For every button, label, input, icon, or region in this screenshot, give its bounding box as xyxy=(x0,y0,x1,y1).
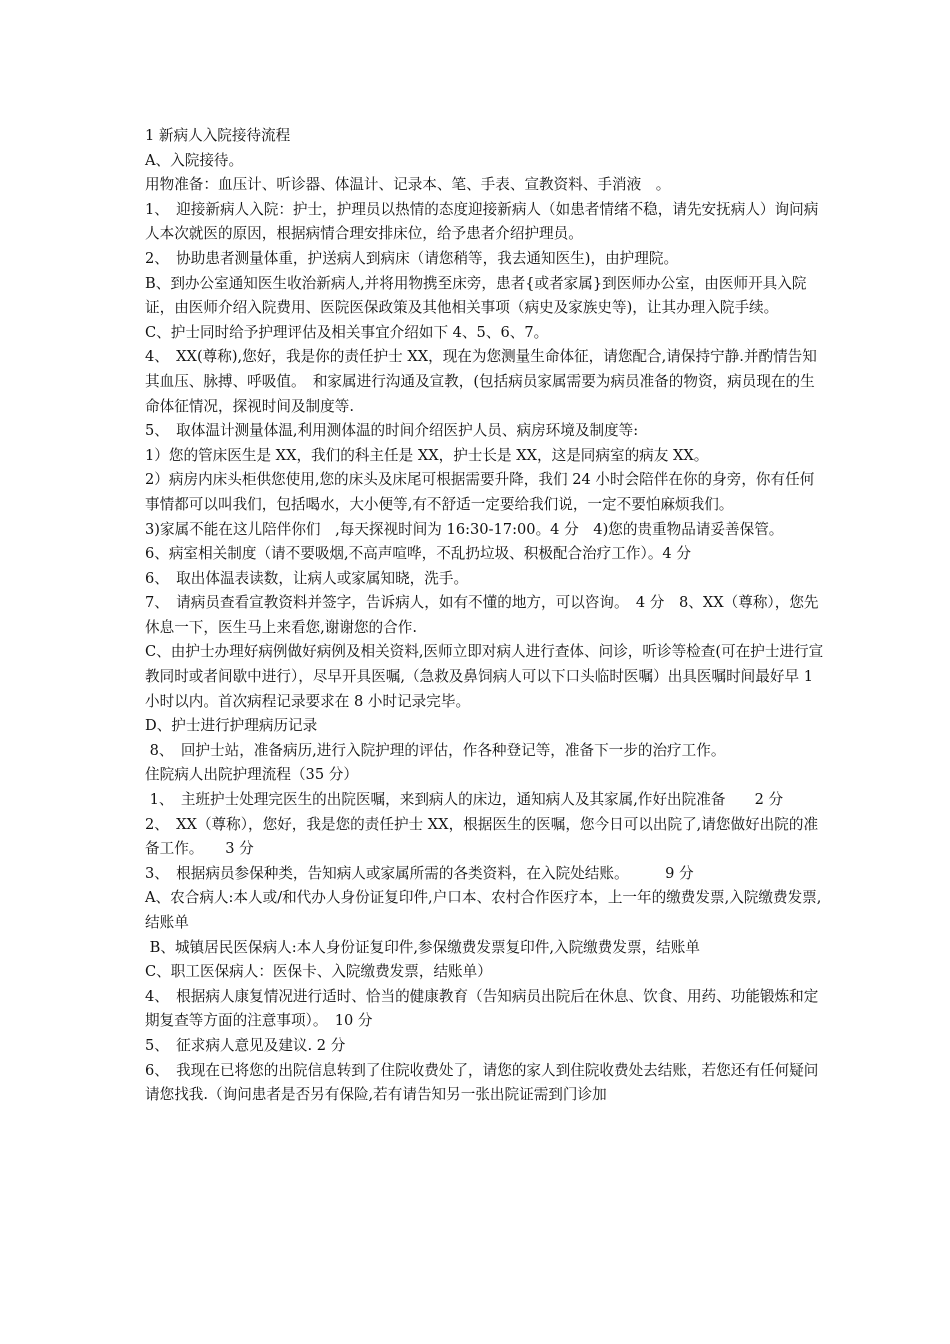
discharge-item-c: C、职工医保病人：医保卡、入院缴费发票，结账单） xyxy=(145,963,492,981)
discharge-step-4: 4、 根据病人康复情况进行适时、恰当的健康教育（告知病员出院后在休息、饮食、用药、功能锻炼和定期复查等方面的注意事项）。 10 分 xyxy=(145,987,819,1030)
supplies-line: 用物准备：血压计、听诊器、体温计、记录本、笔、手表、宣教资料、手消液 。 xyxy=(145,176,671,194)
discharge-step-3: 3、 根据病员参保种类，告知病人或家属所需的各类资料，在入院处结账。 9 分 xyxy=(145,864,694,882)
step-5-temperature: 5、 取体温计测量体温,利用测体温的时间介绍医护人员、病房环境及制度等: xyxy=(145,422,639,440)
section-a-reception: A、入院接待。 xyxy=(145,151,244,169)
discharge-step-6: 6、 我现在已将您的出院信息转到了住院收费处了，请您的家人到住院收费处去结账，若您还有任何疑问请您找我.（询问患者是否另有保险,若有请告知另一张出院证需到门诊加 xyxy=(145,1061,819,1104)
document-body xyxy=(145,124,825,1108)
heading-admission-process: 1 新病人入院接待流程 xyxy=(145,127,291,144)
section-c-assessment: C、护士同时给予护理评估及相关事宜介绍如下 4、5、6、7。 xyxy=(145,323,549,341)
step-7-education: 7、 请病员查看宣教资料并签字，告诉病人，如有不懂的地方，可以咨询。 4 分 8、XX（尊称），您先休息一下，医生马上来看您,谢谢您的合作. xyxy=(145,594,819,636)
step-4-vitals: 4、 XX(尊称),您好，我是你的责任护士 XX，现在为您测量生命体征，请您配合,请保持宁静.并酌情告知其血压、脉搏、呼吸值。 和家属进行沟通及宣教，(包括病员家属需要为病员准备的物资，病员现在的生命体征情况，探视时间及制度等. xyxy=(145,348,817,415)
discharge-step-5: 5、 征求病人意见及建议. 2 分 xyxy=(145,1036,346,1054)
section-d-nursing-record: D、护士进行护理病历记录 xyxy=(145,717,318,735)
section-b-notify-doctor: B、到办公室通知医生收治新病人,并将用物携至床旁，患者{或者家属}到医师办公室，由医师开具入院证，由医师介绍入院费用、医院医保政策及其他相关事项（病史及家族史等)，让其办理入院手续。 xyxy=(145,274,807,317)
item-2-ward-intro: 2）病房内床头柜供您使用,您的床头及床尾可根据需要升降，我们 24 小时会陪伴在你的身旁，你有任何事情都可以叫我们，包括喝水，大小便等,有不舒适一定要给我们说，一定不要怕麻烦我们。 xyxy=(145,471,815,513)
heading-discharge-process: 住院病人出院护理流程（35 分） xyxy=(145,766,358,784)
step-1-welcome: 1、 迎接新病人入院：护士，护理员以热情的态度迎接新病人（如患者情绪不稳，请先安抚病人）询问病人本次就医的原因，根据病情合理安排床位，给予患者介绍护理员。 xyxy=(145,200,819,243)
step-6-ward-rules: 6、病室相关制度（请不要吸烟,不高声喧哗，不乱扔垃圾、积极配合治疗工作）。4 分 xyxy=(145,545,691,563)
step-2-weigh: 2、 协助患者测量体重，护送病人到病床（请您稍等，我去通知医生)，由护理院。 xyxy=(145,249,679,267)
item-3-visiting: 3)家属不能在这儿陪伴你们 ,每天探视时间为 16:30-17:00。4 分 4)您的贵重物品请妥善保管。 xyxy=(145,520,784,538)
discharge-step-2: 2、 XX（尊称），您好，我是您的责任护士 XX，根据医生的医嘱，您今日可以出院了,请您做好出院的准备工作。 3 分 xyxy=(145,815,819,858)
discharge-item-b: B、城镇居民医保病人:本人身份证复印件,参保缴费发票复印件,入院缴费发票，结账单 xyxy=(145,938,700,956)
discharge-step-1: 1、 主班护士处理完医生的出院医嘱，来到病人的床边，通知病人及其家属,作好出院准备 2 分 xyxy=(145,791,784,809)
step-6-thermometer-read: 6、 取出体温表读数，让病人或家属知晓，洗手。 xyxy=(145,569,469,587)
step-8-nurse-station: 8、 回护士站，准备病历,进行入院护理的评估，作各种登记等，准备下一步的治疗工作。 xyxy=(145,741,726,759)
discharge-item-a: A、农合病人:本人或/和代办人身份证复印件,户口本、农村合作医疗本，上一年的缴费发票,入院缴费发票,结账单 xyxy=(145,889,822,931)
section-c-records: C、由护士办理好病例做好病例及相关资料,医师立即对病人进行查体、问诊，听诊等检查(可在护士进行宣教同时或者间歇中进行），尽早开具医嘱,（急救及鼻饲病人可以下口头临时医嘱）出具医嘱时间最好早 1 小时以内。首次病程记录要求在 8 小时记录完毕。 xyxy=(145,643,824,710)
item-1-staff-intro: 1）您的管床医生是 XX，我们的科主任是 XX，护士长是 XX，这是同病室的病友 XX。 xyxy=(145,446,709,464)
